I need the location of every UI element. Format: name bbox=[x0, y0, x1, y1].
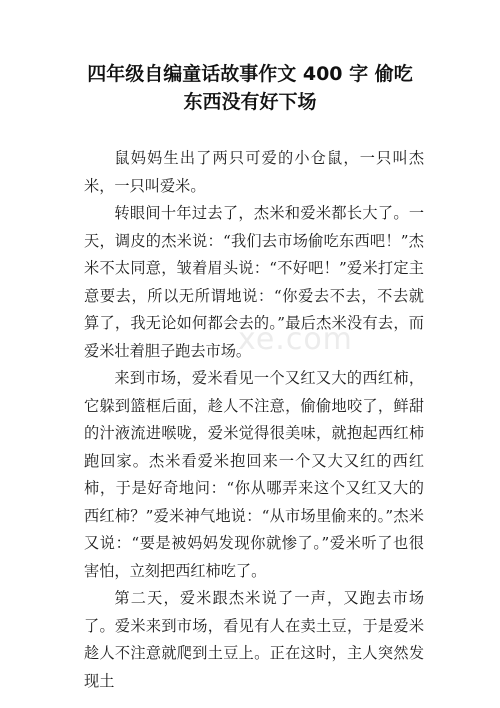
paragraph-3: 来到市场，爱米看见一个又红又大的西红柿，它躲到篮框后面，趁人不注意，偷偷地咬了，鲜甜的汁液流进喉咙，爱米觉得很美味，就抱起西红柿跑回家。杰米看爱米抱回来一个又大又红的西红柿，于是好奇地问：“你从哪弄来这个又红又大的西红柿？”爱米神气地说：“从市场里偷来的。”杰米又说：“要是被妈妈发现你就惨了。”爱米听了也很害怕，立刻把西红柿吃了。 bbox=[84, 369, 424, 580]
watermark: xe.com bbox=[238, 322, 353, 357]
paragraph-4: 第二天，爱米跟杰米说了一声，又跑去市场了。爱米来到市场，看见有人在卖土豆，于是爱米趁人不注意就爬到土豆上。正在这时，主人突然发现土 bbox=[84, 589, 424, 690]
title-line-1: 四年级自编童话故事作文 400 字 偷吃 bbox=[87, 63, 413, 85]
paragraph-1: 鼠妈妈生出了两只可爱的小仓鼠，一只叫杰米，一只叫爱米。 bbox=[84, 149, 424, 195]
document-title bbox=[60, 60, 440, 116]
title-line-2: 东西没有好下场 bbox=[183, 91, 317, 113]
paragraph-2: 转眼间十年过去了，杰米和爱米都长大了。一天，调皮的杰米说：“我们去市场偷吃东西吧！”杰米不太同意，皱着眉头说：“不好吧！”爱米打定主意要去，所以无所谓地说：“你爱去不去，不去就算了，我无论如何都会去的。”最后杰米没有去，而爱米壮着胆子跑去市场。 bbox=[84, 204, 424, 360]
story-body bbox=[84, 145, 424, 695]
